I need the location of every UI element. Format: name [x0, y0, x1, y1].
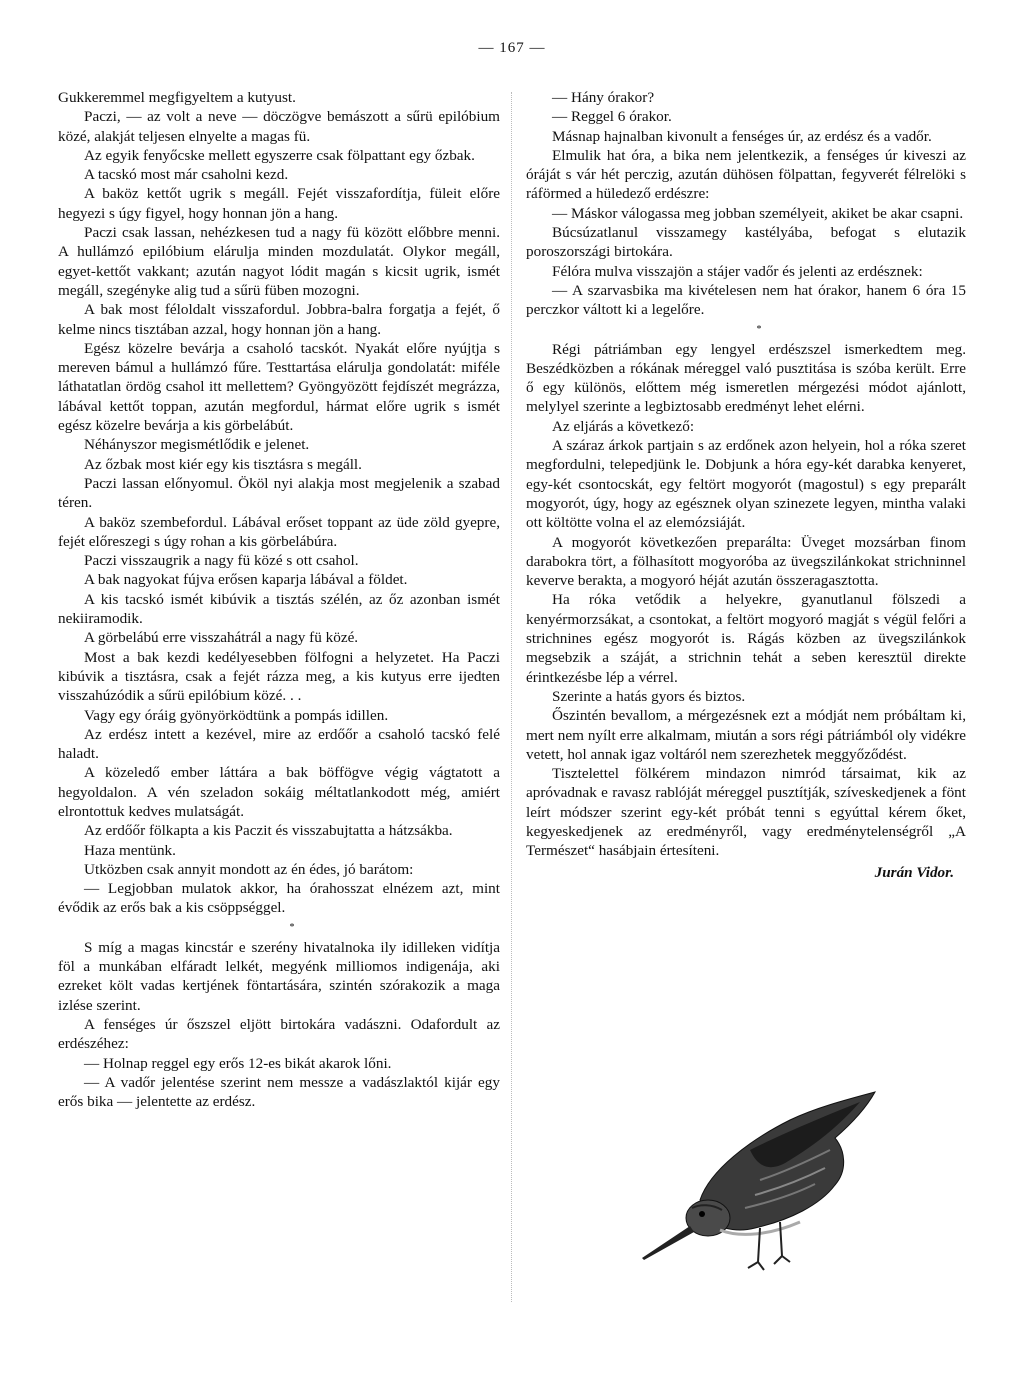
paragraph: — Legjobban mulatok akkor, ha órahosszat elnézem azt, mint évődik az erős bak a kis csöppséggel.	[58, 880, 500, 917]
author-signature: Jurán Vidor.	[874, 863, 954, 881]
paragraph: A bak nagyokat fújva erősen kaparja lábával a földet.	[84, 571, 408, 589]
paragraph: Az őzbak most kiér egy kis tisztásra s megáll.	[84, 455, 362, 473]
paragraph: — A szarvasbika ma kivételesen nem hat órakor, hanem 6 óra 15 perczkor váltott ki a legelőre.	[526, 281, 966, 319]
paragraph: — Hány órakor?	[552, 89, 655, 106]
right-column	[526, 88, 966, 882]
paragraph: A kis tacskó ismét kibúvik a tisztás szélén, az őz azonban ismét nekiiramodik.	[58, 590, 500, 628]
left-column	[58, 88, 500, 1111]
paragraph: Paczi, — az volt a neve — döczögve bemászott a sűrü epilóbium közé, alakját teljesen elnyelte a magas fü.	[58, 108, 500, 145]
paragraph: Őszintén bevallom, a mérgezésnek ezt a módját nem próbáltam ki, mert nem nyílt erre alkalmam, miután a sors régi pátriámból oly vidékre vetett, hol annak igaz voltáról nem szerezhetek meggyőződést.	[526, 707, 966, 763]
woodcock-illustration	[640, 1080, 890, 1290]
page-number: — 167 —	[478, 40, 546, 56]
paragraph: Tisztelettel fölkérem mindazon nimród társaimat, kik az apróvadnak e ravasz rablóját méreggel pusztítják, szíveskedjenek a fönt leírt módszer szerint egy-két próbát tenni s egyúttal kérem őket, kegyeskedjenek az eredményről, vagy eredménytelenségről „A Természet“ hasábjain értesíteni.	[526, 765, 966, 860]
paragraph: A közeledő ember láttára a bak böffögve végig vágtatott a hegyoldalon. A vén szeladon sokáig méltatlankodott még, amiért elrontottuk kedves mulatságát.	[58, 764, 500, 820]
paragraph: Paczi csak lassan, nehézkesen tud a nagy fü között előbbre menni. A hullámzó epilóbium elárulja minden mozdulatát. Olykor megáll, egyet-kettőt vakkant; azután nagyot lódit magán s kicsit ugrik, ismét megáll, szegényke alig tud a sűrü füben mozogni.	[58, 224, 500, 299]
paragraph: Régi pátriámban egy lengyel erdészszel ismerkedtem meg. Beszédközben a rókának méreggel való pusztitása is szóba került. Erre ő egy különös, előttem még ismeretlen mérgezési módot ajánlott, melylyel szerinte a legbiztosabb eredményt lehet elérni.	[526, 340, 966, 416]
paragraph: Vagy egy óráig gyönyörködtünk a pompás idillen.	[84, 706, 389, 724]
paragraph: A baköz kettőt ugrik s megáll. Fejét visszafordítja, füleit előre hegyezi s úgy figyel, hogy honnan jön a hang.	[58, 185, 500, 222]
paragraph: Az erdőőr fölkapta a kis Paczit és visszabujtatta a hátzsákba.	[84, 822, 453, 840]
paragraph: — A vadőr jelentése szerint nem messze a vadászlaktól kijár egy erős bika — jelentette az erdész.	[58, 1073, 500, 1111]
paragraph: — Reggel 6 órakor.	[552, 108, 672, 126]
paragraph: Az erdész intett a kezével, mire az erdőőr a csaholó tacskó felé haladt.	[58, 725, 500, 763]
paragraph: A tacskó most már csaholni kezd.	[84, 166, 289, 184]
paragraph: Egész közelre bevárja a csaholó tacskót. Nyakát előre nyújtja s mereven bámul a hullámzó fűre. Testtartása elárulja gondolatát: miféle láthatatlan ördög csahol itt mellettem? Gyöngyözött fejdíszét megrázza, lábával kettőt toppan, azután megfordul, hármat előre ugrik s ismét egész közelre bevárja a kis görbelábút.	[58, 339, 500, 435]
paragraph: — Holnap reggel egy erős 12-es bikát akarok lőni.	[84, 1054, 392, 1072]
paragraph: Szerinte a hatás gyors és biztos.	[552, 687, 746, 705]
paragraph: Paczi visszaugrik a nagy fü közé s ott csahol.	[84, 552, 359, 570]
paragraph: A görbelábú erre visszahátrál a nagy fü közé.	[84, 629, 359, 647]
paragraph: Paczi lassan előnyomul. Ököl nyi alakja most megjelenik a szabad téren.	[58, 474, 500, 512]
paragraph: — Máskor válogassa meg jobban személyeit, akiket be akar csapni.	[552, 204, 964, 222]
paragraph: Másnap hajnalban kivonult a fenséges úr, az erdész és a vadőr.	[552, 127, 932, 145]
paragraph: Utközben csak annyit mondott az én édes, jó barátom:	[84, 860, 414, 878]
paragraph: Elmulik hat óra, a bika nem jelentkezik, a fenséges úr kiveszi az óráját s vár hét perczig, azután dühösen fölpattan, fegyverét félrelöki s ráförmed a hüledező erdészre:	[526, 146, 966, 203]
paragraph: Búcsúzatlanul visszamegy kastélyába, befogat s elutazik poroszországi birtokára.	[526, 224, 966, 261]
section-separator: *	[756, 323, 762, 335]
paragraph: A fenséges úr őszszel eljött birtokára vadászni. Odafordult az erdészéhez:	[58, 1015, 500, 1053]
paragraph: A bak most féloldalt visszafordul. Jobbra-balra forgatja a fejét, ő kelme nincs tisztában azzal, hogy honnan jön a hang.	[58, 301, 500, 338]
paragraph: Néhányszor megismétlődik e jelenet.	[84, 436, 310, 454]
paragraph: Az eljárás a következő:	[552, 417, 695, 435]
paragraph: S míg a magas kincstár e szerény hivatalnoka ily idilleken vidítja föl a munkában elfáradt lelkét, megyénk milliomos indigenája, aki ezreket költ vadas kertjének föntartására, szintén szórakozik a maga izlése szerint.	[58, 938, 500, 1014]
paragraph: Ha róka vetődik a helyekre, gyanutlanul fölszedi a kenyérmorzsákat, a csontokat, a feltört mogyoró magját s végül felőri a strichnines egész mogyorót is. Rágás közben az üvegszilánkok megsebzik a száját, a strichnin tehát a seben keresztül direkte érintkezésbe lép a vérrel.	[526, 591, 966, 686]
paragraph: Az egyik fenyőcske mellett egyszerre csak fölpattant egy őzbak.	[84, 146, 475, 164]
paragraph: A mogyorót következően preparálta: Üveget mozsárban finom darabokra tört, a fölhasított mogyoróba az üvegszilánkokat strichninnel keverve berakta, a mogyoró héját azután összeragasztotta.	[526, 533, 966, 590]
paragraph: Most a bak kezdi kedélyesebben fölfogni a helyzetet. Ha Paczi kibúvik a tisztásra, csak a fejét rázza meg, a kis kutyus erre ijedten visszahúzódik a sűrü epilóbium közé. . .	[58, 648, 500, 705]
column-divider	[511, 92, 512, 1302]
section-separator: *	[289, 921, 295, 933]
paragraph: A baköz szembefordul. Lábával erőset toppant az üde zöld gyepre, fejét előreszegi s úgy rohan a kis görbelábúra.	[58, 513, 500, 550]
woodcock-icon	[642, 1092, 875, 1270]
paragraph: A száraz árkok partjain s az erdőnek azon helyein, hol a róka szeret megfordulni, telepedjünk le. Dobjunk a hóra egy-két darabka kenyeret, egy-két csontocskát, egy feltört mogyorót (magostul) s egy preparált mogyorót, úgy, hogy az egésznek olyan szinezete legyen, mintha valaki ott költötte volna el az elemózsiáját.	[526, 437, 966, 532]
paragraph: Gukkeremmel megfigyeltem a kutyust.	[58, 89, 296, 106]
paragraph: Haza mentünk.	[84, 841, 176, 859]
paragraph: Félóra mulva visszajön a stájer vadőr és jelenti az erdésznek:	[552, 262, 923, 280]
